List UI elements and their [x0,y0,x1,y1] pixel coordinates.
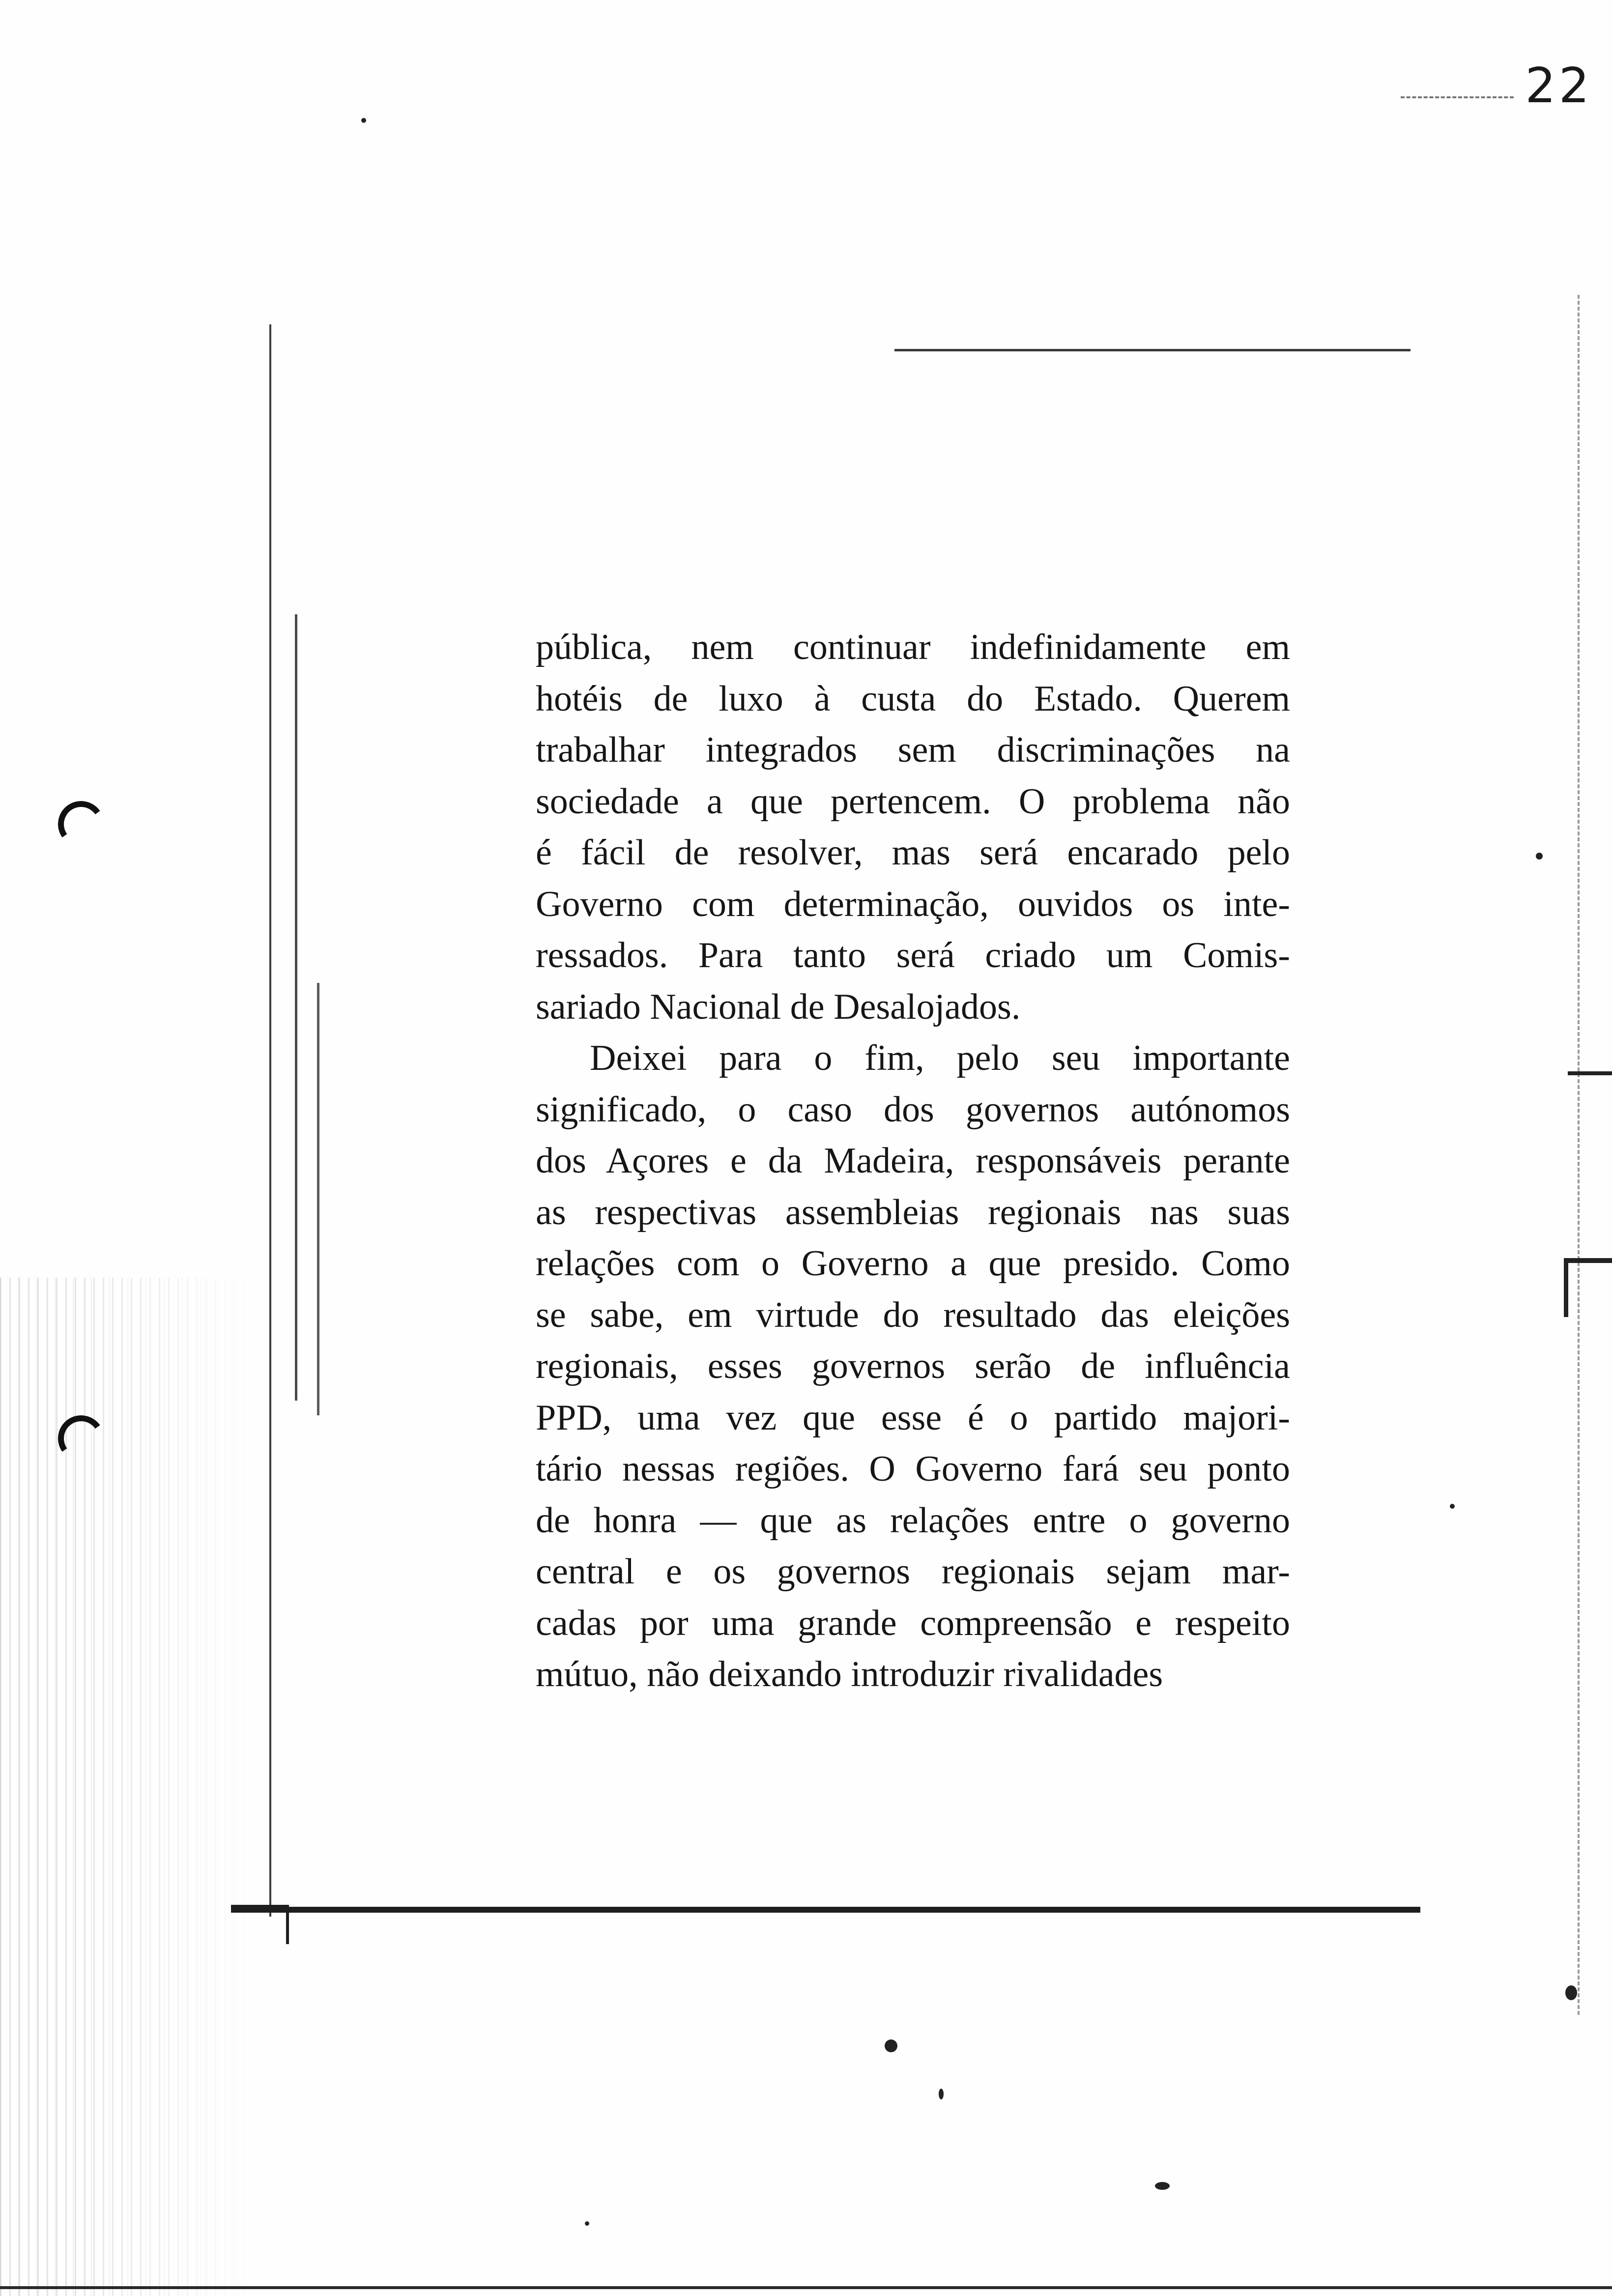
paragraph [536,622,1290,1033]
text-line: Deixei para o fim, pelo seu importante [590,1038,1290,1078]
text-line: sociedade a que pertencem. O problema não [536,781,1290,822]
text-line: dos Açores e da Madeira, responsáveis perante [536,1141,1290,1181]
copy-frame-mark [1564,1258,1568,1317]
page-number-dashes [1401,96,1514,98]
text-line: ressados. Para tanto será criado um Comis- [536,935,1290,976]
text-line: as respectivas assembleias regionais nas suas [536,1192,1290,1233]
copy-frame-inner-edge [295,614,297,1401]
text-line: pública, nem continuar indefinidamente em [536,627,1290,667]
text-line: Governo com determinação, ouvidos os inte- [536,884,1290,924]
copy-frame-top-edge [894,349,1410,351]
scan-noise [0,1278,256,2296]
paragraph [536,1033,1290,1700]
text-line: mútuo, não deixando introduzir rivalidades [536,1654,1163,1694]
copy-frame-left-edge [269,324,271,1917]
speck [585,2221,589,2226]
text-line: trabalhar integrados sem discriminações na [536,730,1290,770]
speck [361,118,366,123]
copy-frame-mark [1564,1258,1612,1263]
text-line: se sabe, em virtude do resultado das eleições [536,1294,1290,1335]
text-line: significado, o caso dos governos autónomos [536,1089,1290,1130]
page-number: 22 [1525,58,1592,114]
text-line: cadas por uma grande compreensão e respeito [536,1603,1290,1643]
speck [1155,2182,1170,2190]
speck [1536,853,1543,860]
copy-frame-corner [231,1905,288,1909]
text-line: relações com o Governo a que presido. Como [536,1243,1290,1284]
scan-bottom-edge [0,2286,1612,2289]
speck [885,2039,897,2052]
text-line: é fácil de resolver, mas será encarado pelo [536,832,1290,873]
speck [1565,1985,1577,2000]
punch-hole-mark [55,798,108,851]
text-line: hotéis de luxo à custa do Estado. Querem [536,678,1290,719]
copy-frame-bottom-edge [231,1907,1420,1913]
copy-frame-right-edge [1578,295,1582,2015]
text-line: regionais, esses governos serão de influência [536,1346,1290,1386]
body-text [536,622,1290,1700]
copy-frame-inner-edge [317,983,319,1415]
text-line: tário nessas regiões. O Governo fará seu ponto [536,1449,1290,1489]
copy-frame-corner [286,1905,289,1944]
text-line: de honra — que as relações entre o governo [536,1500,1290,1541]
text-line: PPD, uma vez que esse é o partido majori- [536,1397,1290,1438]
text-line: central e os governos regionais sejam mar- [536,1551,1290,1592]
speck [1450,1504,1455,1509]
copy-frame-mark [1568,1071,1612,1075]
speck [939,2089,944,2099]
text-line: sariado Nacional de Desalojados. [536,986,1021,1027]
